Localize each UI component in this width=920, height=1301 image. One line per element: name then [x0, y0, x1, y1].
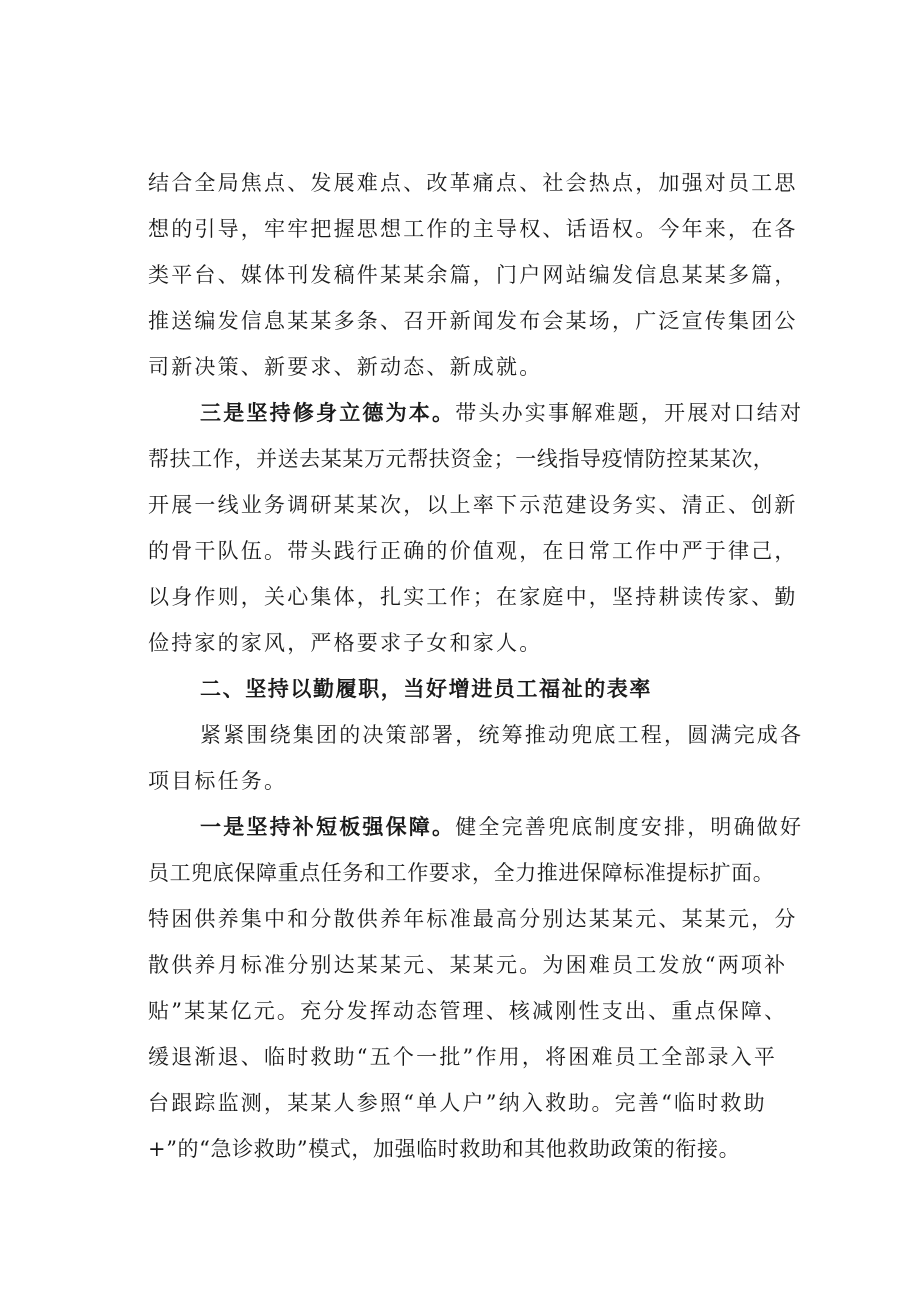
text-line: 帮扶工作，并送去某某万元帮扶资金；一线指导疫情防控某某次， — [148, 447, 775, 471]
text-line: 项目标任务。 — [148, 769, 288, 793]
text-run: 健全完善兜底制度安排，明确做好 — [455, 815, 804, 839]
text-line: 司新决策、新要求、新动态、新成就。 — [148, 355, 543, 379]
paragraph-security — [148, 804, 824, 1172]
text-line: 以身作则，关心集体，扎实工作；在家庭中，坚持耕读传家、勤 — [148, 585, 798, 609]
text-line: 散供养月标准分别达某某元、某某元。为困难员工发放“两项补 — [148, 953, 788, 977]
text-line: 台跟踪监测，某某人参照“单人户”纳入救助。完善“临时救助 — [148, 1091, 767, 1115]
text-line: 俭持家的家风，严格要求子女和家人。 — [148, 631, 543, 655]
text-line — [148, 390, 824, 436]
text-line: 推送编发信息某某多条、召开新闻发布会某场，广泛宣传集团公 — [148, 309, 798, 333]
text-line — [148, 804, 824, 850]
text-line: 的骨干队伍。带头践行正确的价值观，在日常工作中严于律己， — [148, 539, 798, 563]
text-line: 特困供养集中和分散供养年标准最高分别达某某元、某某元，分 — [148, 907, 798, 931]
paragraph-lead: 三是坚持修身立德为本。 — [200, 401, 456, 425]
text-line: +”的“急诊救助”模式，加强临时救助和其他救助政策的衔接。 — [148, 1137, 741, 1161]
text-run: 带头办实事解难题，开展对口结对 — [455, 401, 804, 425]
paragraph-moral-cultivation — [148, 390, 824, 666]
text-line: 员工兜底保障重点任务和工作要求，全力推进保障标准提标扩面。 — [148, 861, 775, 885]
text-line: 想的引导，牢牢把握思想工作的主导权、话语权。今年来，在各 — [148, 217, 798, 241]
text-line: 紧紧围绕集团的决策部署，统筹推动兜底工程，圆满完成各 — [200, 723, 804, 747]
section-heading: 二、坚持以勤履职，当好增进员工福祉的表率 — [200, 677, 652, 701]
paragraph-intro — [148, 712, 824, 804]
text-line: 结合全局焦点、发展难点、改革痛点、社会热点，加强对员工思 — [148, 171, 798, 195]
text-line: 类平台、媒体刊发稿件某某余篇，门户网站编发信息某某多篇， — [148, 263, 798, 287]
text-line: 开展一线业务调研某某次，以上率下示范建设务实、清正、创新 — [148, 493, 798, 517]
text-line: 贴”某某亿元。充分发挥动态管理、核减刚性支出、重点保障、 — [148, 999, 788, 1023]
text-line: 缓退渐退、临时救助“五个一批”作用，将困难员工全部录入平 — [148, 1045, 778, 1069]
document-page — [148, 160, 824, 1172]
paragraph-lead: 一是坚持补短板强保障。 — [200, 815, 456, 839]
paragraph-publicity — [148, 160, 824, 390]
